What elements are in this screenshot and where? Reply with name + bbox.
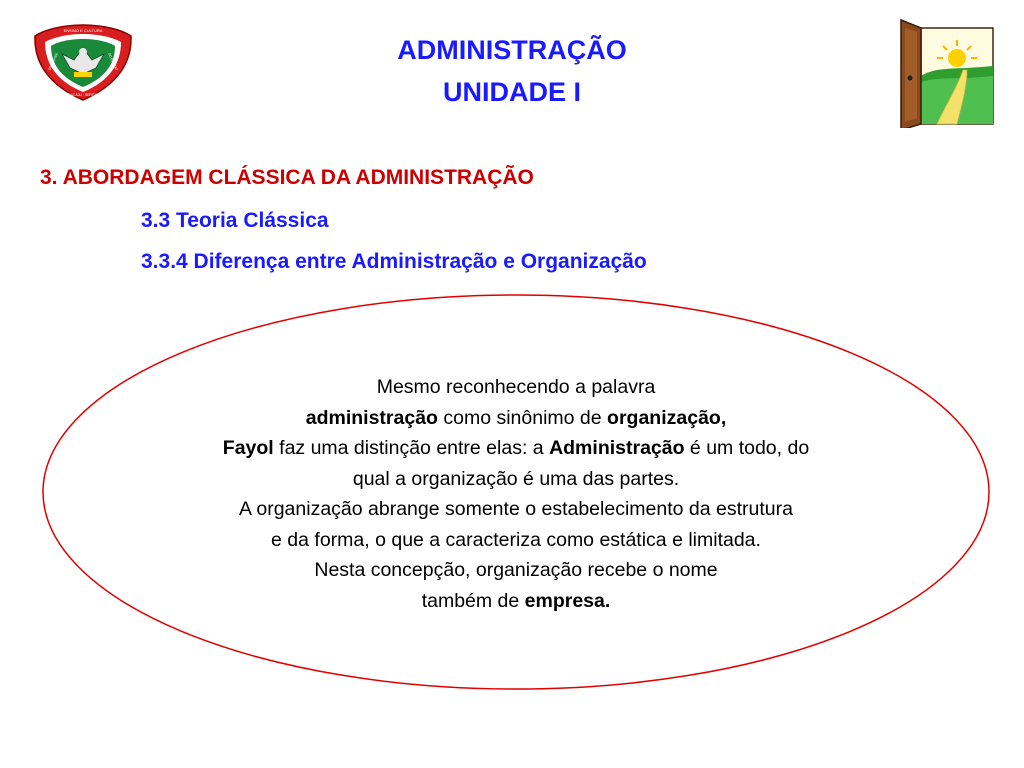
body-line-4: qual a organização é uma das partes. xyxy=(352,467,680,490)
term-administracao: administração xyxy=(305,406,438,429)
term-empresa: empresa. xyxy=(524,589,611,612)
logo-text-top: ENSINO E CULTURA xyxy=(63,28,103,33)
body-line-8 xyxy=(110,586,922,617)
open-door-sunrise-icon xyxy=(897,18,997,128)
body-line-2 xyxy=(110,403,922,434)
logo-text-left: SOCIEDADE xyxy=(47,52,59,71)
term-administracao-cap: Administração xyxy=(549,437,685,459)
body-line-1: Mesmo reconhecendo a palavra xyxy=(376,376,656,398)
section-heading: 3. ABORDAGEM CLÁSSICA DA ADMINISTRAÇÃO xyxy=(40,166,534,189)
body-line-6: e da forma, o que a caracteriza como estática e limitada. xyxy=(271,528,761,551)
ellipse-body-text xyxy=(110,372,922,616)
logo-text-bottom: ARACAJU · SERGIPE xyxy=(66,93,100,97)
page-title: ADMINISTRAÇÃO xyxy=(397,35,627,65)
body-line-3-tail: é um todo, do xyxy=(684,437,810,459)
body-line-3 xyxy=(110,433,922,464)
subsection-heading: 3.3 Teoria Clássica xyxy=(141,209,329,232)
subsubsection-heading: 3.3.4 Diferença entre Administração e Organização xyxy=(141,250,647,273)
body-line-7: Nesta concepção, organização recebe o nome xyxy=(314,559,718,581)
body-line-2-text: como sinônimo de xyxy=(437,406,608,429)
term-fayol: Fayol xyxy=(222,437,274,459)
body-line-8-text: também de xyxy=(421,589,525,612)
body-line-3-text: faz uma distinção entre elas: a xyxy=(273,437,550,459)
body-line-5: A organização abrange somente o estabelecimento da estrutura xyxy=(239,498,793,520)
logo-text-right: DO ESTADO xyxy=(107,52,119,71)
term-organizacao: organização, xyxy=(607,406,727,429)
page-subtitle: UNIDADE I xyxy=(442,77,581,107)
